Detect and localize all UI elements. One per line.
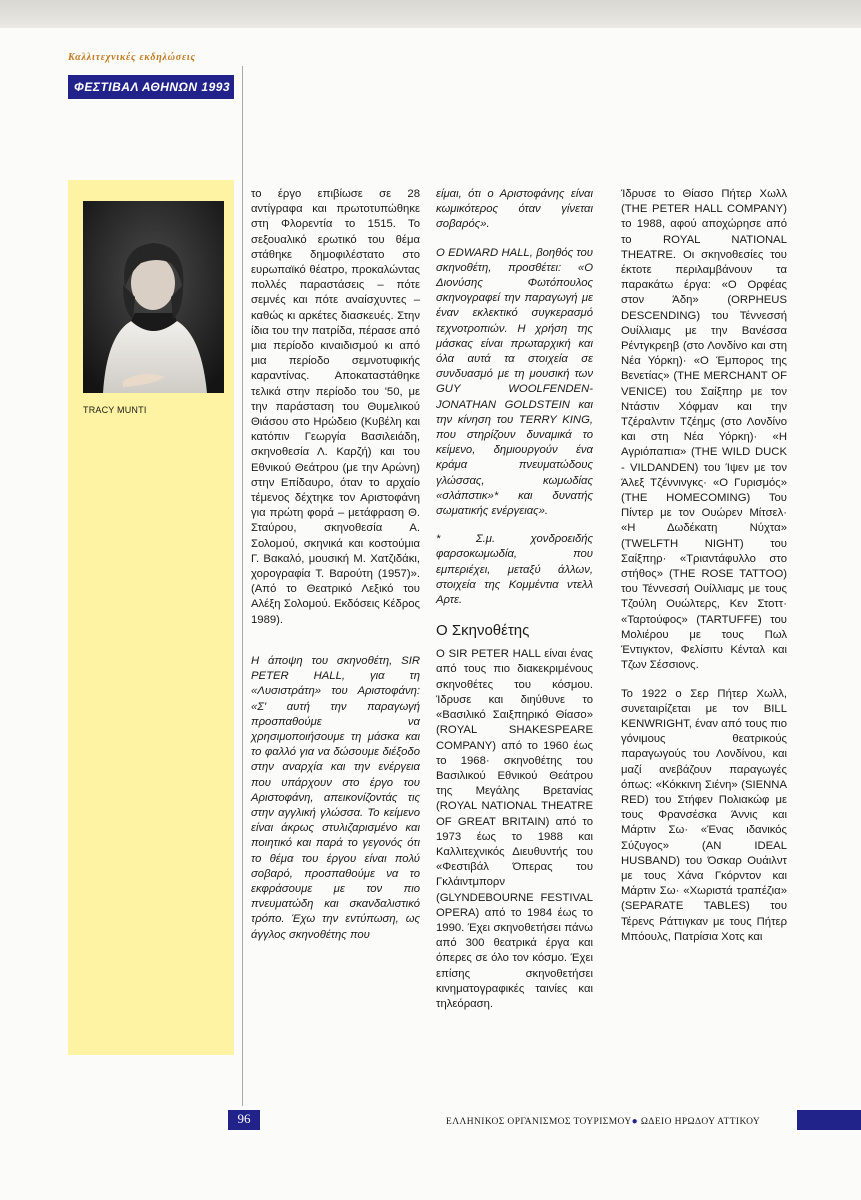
photo-caption: TRACY MUNTI	[83, 405, 147, 415]
bullet-icon: ●	[631, 1116, 639, 1127]
top-band	[0, 0, 861, 28]
paragraph-quote: Η άποψη του σκηνοθέτη, SIR PETER HALL, για τη «Λυσιστράτη» του Αριστοφάνη: «Σ' αυτή την παραγωγή προσπαθούμε να χρησιμοποιήσουμε τη μάσκα και το φαλλό για να δώσουμε διέξοδο στην αναρχία και την ενέργεια που υπάρχουν στο έργο του Αριστοφάνη, απεικονίζοντάς τις στην αγγλική γλώσσα. Το κείμενο είναι άκρως στυλιζαρισμένο και ποιητικό και παρά το γεγονός ότι το θέμα του έργου είναι πολύ σοβαρό, προσπαθούμε να το εκφράσουμε με τον πιο πνευματώδη και σκανδαλιστικό τρόπο. Έχω την εντύπωση, ως άγγλος σκηνοθέτης που	[251, 654, 420, 941]
footer-org: ΕΛΛΗΝΙΚΟΣ ΟΡΓΑΝΙΣΜΟΣ ΤΟΥΡΙΣΜΟΥ	[446, 1117, 632, 1127]
portrait-image	[83, 201, 224, 393]
festival-title: ΦΕΣΤΙΒΑΛ ΑΘΗΝΩΝ 1993	[74, 80, 231, 94]
paragraph-quote: είμαι, ότι ο Αριστοφάνης είναι κωμικότερος όταν γίνεται σοβαρός».	[436, 188, 593, 231]
footer-bar	[797, 1110, 861, 1130]
section-label: Καλλιτεχνικές εκδηλώσεις	[68, 52, 196, 63]
paragraph: Ίδρυσε το Θίασο Πήτερ Χωλλ (THE PETER HALL COMPANY) το 1988, αφού αποχώρησε από το ROYAL NATIONAL THEATRE. Οι σκηνοθεσίες του έκτοτε περιλαμβάνουν τα παρακάτω έργα: «Ο Ορφέας στον Άδη» (ORPHEUS DESCENDING) του Τέννεσσή Ουίλλιαμς με την Βανέσσα Ρέντγκρεηβ (στο Λονδίνο και στη Νέα Υόρκη)· «Ο Έμπορος της Βενετίας» (THE MERCHANT OF VENICE) του Σαίξπηρ με τον Ντάστιν Χόφμαν και την Τζέραλντιν Τζέημς (στο Λονδίνο και στη Νέα Υόρκη)· «Η Αγριόπαπια» (THE WILD DUCK - VILDANDEN) του Ίψεν με τον Άλεξ Τζέννινγκς· «Ο Γυρισμός» (THE HOMECOMING) Του Πίντερ με τον Ουώρεν Μίτσελ· «Η Δωδέκατη Νύχτα» (TWELFTH NIGHT) του Σαίξπηρ· «Τριαντάφυλλο στο στήθος» (THE ROSE TATTOO) του Τέννεσσή Ουίλλιαμς με τους Τζούλη Ουώλτερς, Κεν Στοττ· «Ταρτούφος» (TARTUFFE) του Μολιέρου με τους Πωλ Έντιγκτον, Φελίσιτυ Κένταλ και Τζων Σέσσιονς.	[621, 188, 787, 672]
footer-text	[446, 1116, 760, 1127]
portrait-photo	[83, 201, 224, 393]
footer-venue: ΩΔΕΙΟ ΗΡΩΔΟΥ ΑΤΤΙΚΟΥ	[640, 1117, 761, 1127]
text-column-1	[251, 187, 420, 956]
paragraph: Το 1922 ο Σερ Πήτερ Χωλλ, συνεταιρίζεται με τον BILL KENWRIGHT, έναν από τους πιο γόνιμους θεατρικούς παραγωγούς του Λονδίνου, και μαζί ανεβάζουν παραγωγές όπως: «Κόκκινη Σιένη» (SIENNA RED) του Στήφεν Πολιακώφ με τους Φρανσέσκα Άννις και Μάρτιν Σω· «Ένας ιδανικός Σύζυγος» (AN IDEAL HUSBAND) του Όσκαρ Ουάιλντ με τους Χάνα Γκόρντον και Μάρτιν Σω· «Χωριστά τραπέζια» (SEPARATE TABLES) του Τέρενς Ράττιγκαν με τους Πήτερ Μπόουλς, Πατρίσια Χοτς και	[621, 687, 787, 943]
paragraph: το έργο επιβίωσε σε 28 αντίγραφα και πρωτοτυπώθηκε στη Φλορεντία το 1515. Το σεξουαλικό ερωτικό του θέμα στάθηκε δημοφιλέστατο στο ευρωπαϊκό θέατρο, προκαλώντας πολλές παραστάσεις – πότε σεμνές και πότε αναίσχυντες – καθώς κι αρκέτες διασκευές. Στην ίδια του την πατρίδα, πέρασε από μια περίοδο κιναιδισμού κι από μια περίοδο σεμνοτυφικής καραντίνας. Αποκαταστάθηκε τελικά στην περίοδο του '50, με την παράσταση του Θυμελικού Θιάσου στο Ηρώδειο (Κυβέλη και κατόπιν Γεωργία Βασιλειάδη, σκηνοθεσία Λ. Καρζή) και του Εθνικού Θεάτρου (με την Αρώνη) στην Επίδαυρο, όταν το αρχαίο τέμενος δέχτηκε τον Αριστοφάνη για πρώτη φορά – μετάφραση Θ. Σταύρου, σκηνοθεσία Α. Σολομού, σκηνικά και κοστούμια Γ. Βακαλό, μουσική Μ. Χατζιδάκι, χορογραφία Τ. Βαρούτη (1957)». (Από το Θεατρικό Λεξικό του Αλέξη Σολομού. Εκδόσεις Κέδρος 1989).	[251, 188, 420, 626]
paragraph: Ο SIR PETER HALL είναι ένας από τους πιο διακεκριμένους σκηνοθέτες του κόσμου. Ίδρυσε και διηύθυνε το «Βασιλικό Σαιξπηρικό Θίασο» (ROYAL SHAKESPEARE COMPANY) από το 1960 έως το 1968· σκηνοθέτης του Βασιλικού Εθνικού Θεάτρου της Μεγάλης Βρετανίας (ROYAL NATIONAL THEATRE OF GREAT BRITAIN) από το 1973 έως το 1988 και Καλλιτεχνικός Διευθυντής του «Φεστιβάλ Όπερας του Γκλάιντμπορν (GLYNDEBOURNE FESTIVAL OPERA) από το 1984 έως το 1990. Έχει σκηνοθετήσει πάνω από 300 θεατρικά έργα και όπερες σε όλο τον κόσμο. Έχει επίσης σκηνοθετήσει κινηματογραφικές ταινίες και τηλεόραση.	[436, 648, 593, 1010]
page-number: 96	[237, 1111, 251, 1126]
text-column-2	[436, 187, 593, 1025]
footnote: * Σ.μ. χονδροειδής φαρσοκωμωδία, που εμπεριέχει, μεταξύ άλλων, στοιχεία της Κομμέντια ντελλ Αρτε.	[436, 533, 593, 607]
text-column-3	[621, 187, 787, 958]
section-heading: Ο Σκηνοθέτης	[436, 622, 530, 640]
paragraph-quote: Ο EDWARD HALL, βοηθός του σκηνοθέτη, προσθέτει: «Ο Διονύσης Φωτόπουλος σκηνογραφεί την παραγωγή με έναν εκλεκτικό συγκερασμό τεχνοτροπιών. Η χρήση της μάσκας είναι πρωταρχική και όλα αυτά τα στοιχεία σε συνδυασμό με τη μουσική των GUY WOOLFENDEN-JONATHAN GOLDSTEIN και την κίνηση του TERRY KING, που στηρίζουν δυναμικά το κείμενο, δημιουργούν ένα κράμα πνευματώδους γλώσσας, κωμωδίας «σλάπστικ»* και δυνατής σωματικής ενέργειας».	[436, 246, 593, 518]
vertical-rule	[242, 66, 243, 1106]
